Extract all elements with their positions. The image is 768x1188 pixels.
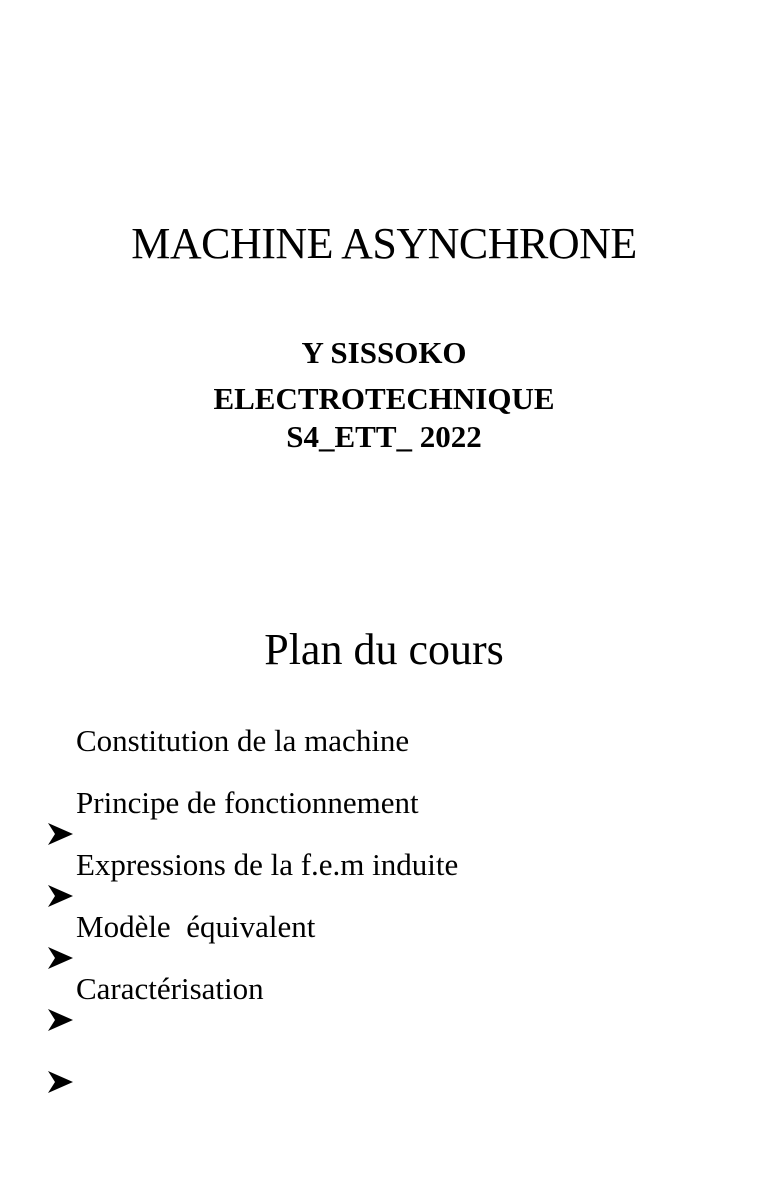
author-name: Y SISSOKO — [301, 335, 467, 370]
arrowhead-bullet-icon — [46, 728, 75, 756]
plan-item-label: Caractérisation — [76, 971, 264, 1006]
document-title: MACHINE ASYNCHRONE — [131, 219, 637, 268]
course-code: S4_ETT_ 2022 — [286, 419, 482, 454]
arrowhead-bullet-icon — [46, 790, 75, 818]
plan-item-label: Expressions de la f.e.m induite — [76, 847, 459, 882]
arrowhead-bullet-icon — [46, 852, 75, 880]
plan-list — [46, 710, 458, 1020]
plan-item-label: Principe de fonctionnement — [76, 785, 419, 820]
department-name: ELECTROTECHNIQUE — [213, 381, 555, 416]
plan-item — [46, 834, 458, 896]
author-block — [0, 334, 768, 456]
plan-item — [46, 772, 458, 834]
plan-heading: Plan du cours — [264, 625, 504, 674]
arrowhead-bullet-icon — [46, 976, 75, 1004]
arrowhead-bullet-icon — [46, 914, 75, 942]
plan-item — [46, 958, 458, 1020]
plan-item-label: Constitution de la machine — [76, 723, 410, 758]
plan-item — [46, 710, 458, 772]
plan-item — [46, 896, 458, 958]
plan-item-label: Modèle équivalent — [76, 909, 316, 944]
